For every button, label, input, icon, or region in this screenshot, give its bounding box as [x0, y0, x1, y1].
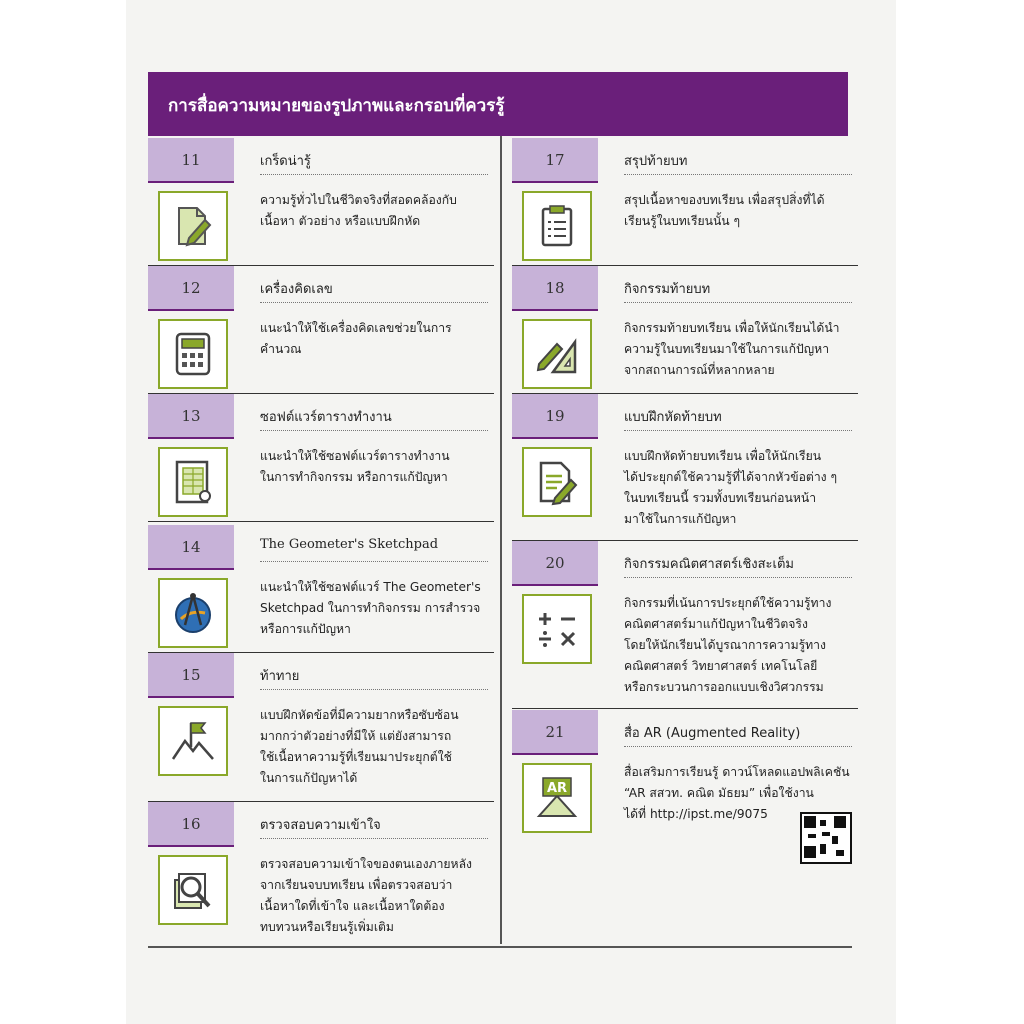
entry-number: 18: [512, 266, 598, 311]
entry-number: 14: [148, 525, 234, 570]
mountain-flag-icon: [158, 706, 228, 776]
entry-title: เกร็ดน่ารู้: [260, 154, 311, 169]
page-title: การสื่อความหมายของรูปภาพและกรอบที่ควรรู้: [168, 96, 505, 116]
dotted-separator: [260, 174, 488, 175]
entry-description: กิจกรรมท้ายบทเรียน เพื่อให้นักเรียนได้นำ ความรู้ในบทเรียนมาใช้ในการแก้ปัญหา จากสถานการณ์ที่หลากหลาย: [624, 321, 840, 377]
entry-title: ซอฟต์แวร์ตารางทำงาน: [260, 410, 392, 425]
ar-icon: [522, 763, 592, 833]
entry-description: ความรู้ทั่วไปในชีวิตจริงที่สอดคล้องกับ เนื้อหา ตัวอย่าง หรือแบบฝึกหัด: [260, 193, 457, 228]
entry-description: สรุปเนื้อหาของบทเรียน เพื่อสรุปสิ่งที่ได้ เรียนรู้ในบทเรียนนั้น ๆ: [624, 193, 825, 228]
entry-description: แนะนำให้ใช้ซอฟต์แวร์ตารางทำงาน ในการทำกิจกรรม หรือการแก้ปัญหา: [260, 449, 450, 484]
entry-number: 15: [148, 653, 234, 698]
dotted-separator: [260, 561, 488, 562]
entry-number: 13: [148, 394, 234, 439]
entry-number: 17: [512, 138, 598, 183]
dotted-separator: [624, 174, 852, 175]
entry-number: 16: [148, 802, 234, 847]
entry-description: แบบฝึกหัดข้อที่มีความยากหรือซับซ้อน มากกว่าตัวอย่างที่มีให้ แต่ยังสามารถ ใช้เนื้อหาความรู้ที่เรียนมาประยุกต์ใช้ ในการแก้ปัญหาได้: [260, 708, 459, 785]
entry-rule: [512, 708, 858, 709]
bottom-rule: [148, 946, 852, 948]
entry-description: ตรวจสอบความเข้าใจของตนเองภายหลัง จากเรียนจบบทเรียน เพื่อตรวจสอบว่า เนื้อหาใดที่เข้าใจ และเนื้อหาใดต้อง ทบทวนหรือเรียนรู้เพิ่มเติม: [260, 857, 473, 934]
entry-description: กิจกรรมที่เน้นการประยุกต์ใช้ความรู้ทาง คณิตศาสตร์มาแก้ปัญหาในชีวิตจริง โดยให้นักเรียนได้บูรณาการความรู้ทาง คณิตศาสตร์ วิทยาศาสตร์ เทคโนโลยี หรือกระบวนการออกแบบเชิงวิศวกรรม: [624, 596, 832, 694]
worksheet-pencil-icon: [522, 447, 592, 517]
entry-title: ตรวจสอบความเข้าใจ: [260, 818, 381, 833]
entry-title: The Geometer's Sketchpad: [260, 537, 439, 552]
entry-description: สื่อเสริมการเรียนรู้ ดาวน์โหลดแอปพลิเคชัน “AR สสวท. คณิต มัธยม” เพื่อใช้งาน ได้ที่ http://ipst.me/9075: [624, 765, 850, 821]
spreadsheet-icon: [158, 447, 228, 517]
entry-description: แบบฝึกหัดท้ายบทเรียน เพื่อให้นักเรียน ได้ประยุกต์ใช้ความรู้ที่ได้จากหัวข้อต่าง ๆ ในบทเรียนนี้ รวมทั้งบทเรียนก่อนหน้า มาใช้ในการแก้ปัญหา: [624, 449, 838, 526]
pencil-triangle-icon: [522, 319, 592, 389]
entry-description: แนะนำให้ใช้เครื่องคิดเลขช่วยในการ คำนวณ: [260, 321, 452, 356]
dotted-separator: [260, 838, 488, 839]
dotted-separator: [260, 302, 488, 303]
note-pencil-icon: [158, 191, 228, 261]
entry-title: แบบฝึกหัดท้ายบท: [624, 410, 722, 425]
entry-description: แนะนำให้ใช้ซอฟต์แวร์ The Geometer's Sketchpad ในการทำกิจกรรม การสำรวจ หรือการแก้ปัญหา: [260, 580, 481, 636]
entry-title: กิจกรรมท้ายบท: [624, 282, 711, 297]
entry-title: ท้าทาย: [260, 669, 300, 684]
dotted-separator: [260, 430, 488, 431]
entry-number: 21: [512, 710, 598, 755]
entry-title: สื่อ AR (Augmented Reality): [624, 726, 801, 741]
ar-badge-text: AR: [546, 781, 568, 796]
entry-number: 11: [148, 138, 234, 183]
math-operators-icon: [522, 594, 592, 664]
dotted-separator: [624, 302, 852, 303]
entry-number: 19: [512, 394, 598, 439]
column-divider: [500, 136, 502, 944]
dotted-separator: [624, 577, 852, 578]
dotted-separator: [624, 430, 852, 431]
entry-title: กิจกรรมคณิตศาสตร์เชิงสะเต็ม: [624, 557, 794, 572]
dotted-separator: [624, 746, 852, 747]
sketchpad-logo-icon: [158, 578, 228, 648]
entry-number: 20: [512, 541, 598, 586]
entry-title: เครื่องคิดเลข: [260, 282, 333, 297]
magnifier-icon: [158, 855, 228, 925]
clipboard-icon: [522, 191, 592, 261]
calculator-icon: [158, 319, 228, 389]
qr-code-icon: [800, 812, 852, 864]
entry-rule: [148, 521, 494, 522]
entry-number: 12: [148, 266, 234, 311]
dotted-separator: [260, 689, 488, 690]
entry-title: สรุปท้ายบท: [624, 154, 688, 169]
